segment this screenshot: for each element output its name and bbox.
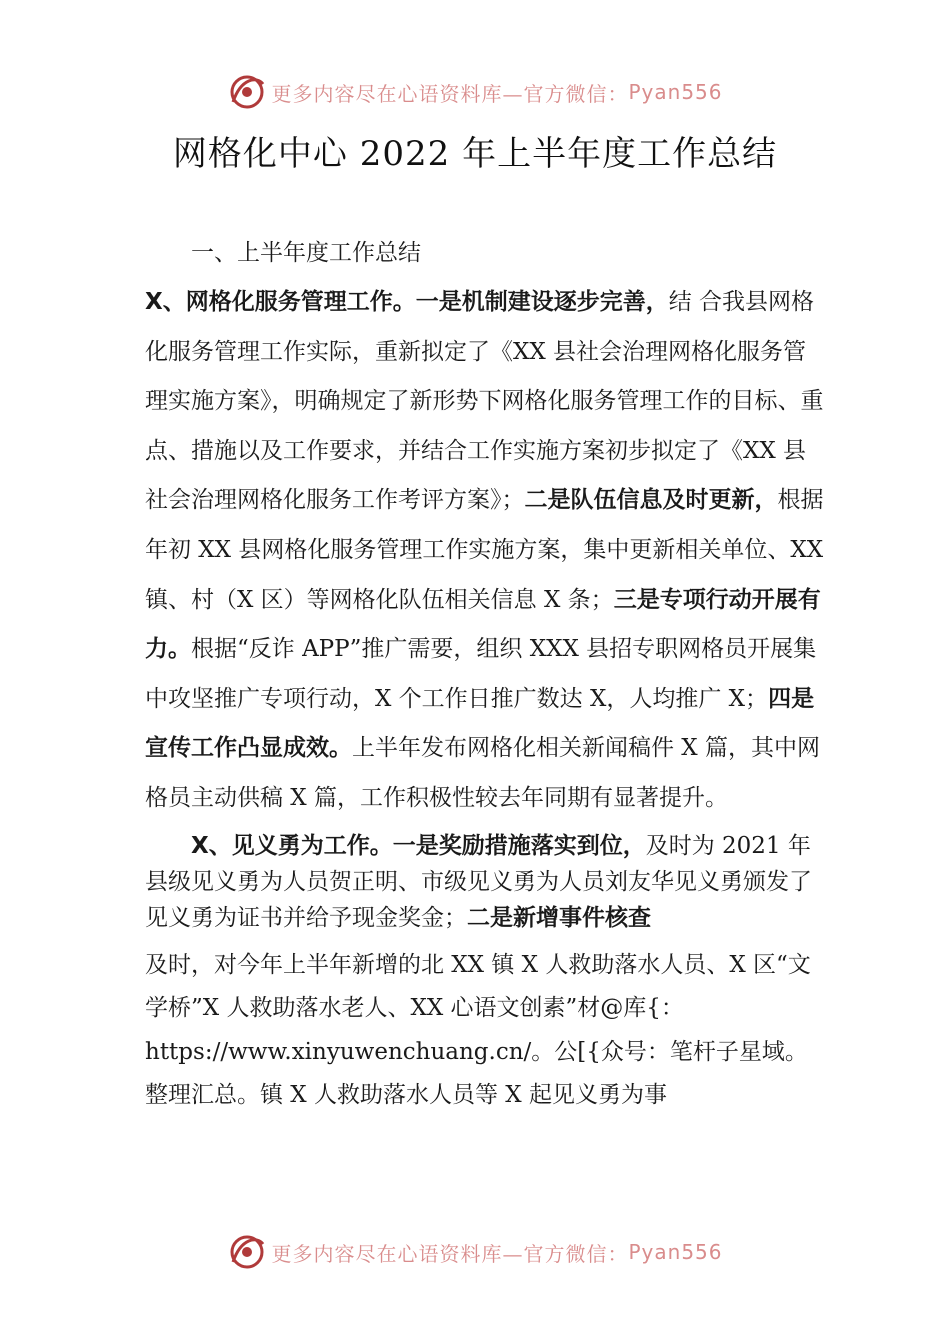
paragraph-lead: X、见义勇为工作。 bbox=[191, 832, 393, 859]
paragraph-lead: X、网格化服务管理工作。 bbox=[145, 289, 416, 315]
document-title: 网格化中心 2022 年上半年度工作总结 bbox=[172, 134, 778, 174]
point-3-bold: 三是专项行动开展有力。 bbox=[145, 586, 821, 663]
watermark-text: 更多内容尽在心语资料库—官方微信： bbox=[271, 81, 629, 106]
point-2-bold: 二是新增事件核查 bbox=[467, 904, 651, 931]
point-2-text: 根据年初 XX 县网格化服务管理工作实施方案，集中更新相关单位、XX 镇、村（X 区）等网格化队伍相关信息 X 条； bbox=[145, 487, 824, 613]
watermark-wechat-id: Pyan556 bbox=[628, 80, 723, 104]
point-1-bold: 一是机制建设逐步完善， bbox=[415, 289, 669, 315]
point-4-bold: 四是宣传工作凸显成效。 bbox=[145, 685, 815, 762]
header-watermark bbox=[0, 72, 950, 112]
paragraph-bravery bbox=[145, 828, 825, 936]
point-3-text: 根据“反诈 APP”推广需要，组织 XXX 县招专职网格员开展集中攻坚推广专项行动，X 个工作日推广数达 X，人均推广 X； bbox=[145, 636, 817, 712]
section-heading: 一、上半年度工作总结 bbox=[191, 240, 421, 266]
document-body bbox=[145, 228, 825, 1118]
point-1-text: 结 合我县网格化服务管理工作实际，重新拟定了《XX 县社会治理网格化服务管理实施方案》，明确规定了新形势下网格化服务管理工作的目标、重点、措施以及工作要求，并结合工作实施方案初步拟定了《XX 县社会治理网格化服务工作考评方案》； bbox=[145, 289, 824, 514]
watermark-wechat-id: Pyan556 bbox=[628, 1240, 723, 1264]
point-1-bold: 一是奖励措施落实到位， bbox=[392, 832, 646, 859]
logo-icon bbox=[227, 1232, 267, 1272]
point-2-bold: 二是队伍信息及时更新， bbox=[524, 487, 778, 514]
point-1-text: 及时为 2021 年县级见义勇为人员贺正明、市级见义勇为人员刘友华见义勇颁发了见义勇为证书并给予现金奖金； bbox=[145, 832, 812, 931]
paragraph-grid-management bbox=[145, 278, 825, 824]
watermark-text: 更多内容尽在心语资料库—官方微信： bbox=[271, 1241, 629, 1266]
logo-icon bbox=[227, 72, 267, 112]
paragraph-bravery-continued: 及时，对今年上半年新增的北 XX 镇 X 人救助落水人员、X 区“文学桥”X 人救助落水老人、XX 心语文创素”材@库{：https://www.xinyuwenchuang.cn/。公[{众号：笔杆子星域。整理汇总。镇 X 人救助落水人员等 X 起见义勇为事 bbox=[145, 951, 811, 1109]
point-4-text: 上半年发布网格化相关新闻稿件 X 篇，其中网格员主动供稿 X 篇，工作积极性较去年同期有显著提升。 bbox=[145, 735, 820, 811]
footer-watermark bbox=[0, 1232, 950, 1272]
